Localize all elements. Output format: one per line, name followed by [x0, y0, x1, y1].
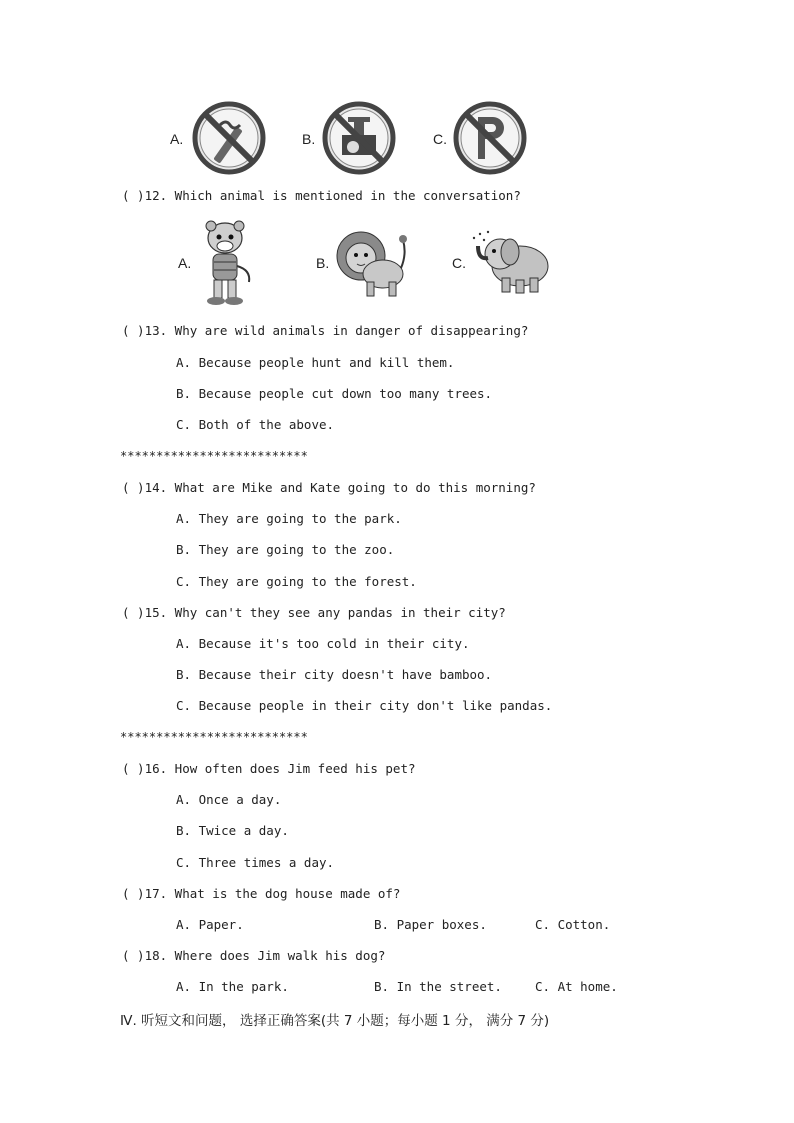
elephant-icon: [466, 228, 554, 298]
q15-option-b: B. Because their city doesn't have bamboo.: [176, 667, 493, 682]
q12-option-b-label: B.: [316, 255, 330, 271]
tiger-icon: [194, 218, 256, 308]
q14-option-c: C. They are going to the forest.: [176, 574, 417, 589]
q12-option-a-label: A.: [178, 255, 192, 271]
q14-option-b: B. They are going to the zoo.: [176, 542, 395, 557]
q13-option-c: C. Both of the above.: [176, 417, 335, 432]
q18-option-b: B. In the street.: [374, 979, 502, 994]
q17-option-c: C. Cotton.: [535, 917, 611, 932]
q13-option-b: B. Because people cut down too many trees.: [176, 386, 493, 401]
q16-option-c: C. Three times a day.: [176, 855, 335, 870]
q16-option-b: B. Twice a day.: [176, 823, 289, 838]
no-smoking-sign-icon: [190, 99, 268, 177]
lion-icon: [333, 228, 409, 300]
q17-question: ( )17. What is the dog house made of?: [122, 886, 401, 901]
q18-option-a: A. In the park.: [176, 979, 289, 994]
q13-option-a: A. Because people hunt and kill them.: [176, 355, 455, 370]
separator-2: **************************: [120, 730, 308, 744]
no-photography-sign-icon: [320, 99, 398, 177]
q16-option-a: A. Once a day.: [176, 792, 282, 807]
q13-question: ( )13. Why are wild animals in danger of disappearing?: [122, 323, 529, 338]
q17-option-b: B. Paper boxes.: [374, 917, 487, 932]
q12-option-c-label: C.: [452, 255, 466, 271]
q15-question: ( )15. Why can't they see any pandas in their city?: [122, 605, 506, 620]
q15-option-c: C. Because people in their city don't like pandas.: [176, 698, 553, 713]
q11-option-c-label: C.: [433, 131, 447, 147]
q14-option-a: A. They are going to the park.: [176, 511, 402, 526]
q16-question: ( )16. How often does Jim feed his pet?: [122, 761, 416, 776]
q11-option-a-label: A.: [170, 131, 184, 147]
q18-option-c: C. At home.: [535, 979, 618, 994]
q18-question: ( )18. Where does Jim walk his dog?: [122, 948, 386, 963]
q15-option-a: A. Because it's too cold in their city.: [176, 636, 470, 651]
q11-option-b-label: B.: [302, 131, 316, 147]
no-parking-sign-icon: [451, 99, 529, 177]
q12-question: ( )12. Which animal is mentioned in the conversation?: [122, 188, 521, 203]
q17-option-a: A. Paper.: [176, 917, 244, 932]
separator-1: **************************: [120, 449, 308, 463]
q14-question: ( )14. What are Mike and Kate going to do this morning?: [122, 480, 536, 495]
section-4-heading: Ⅳ. 听短文和问题， 选择正确答案(共 7 小题；每小题 1 分， 满分 7 分): [120, 1013, 550, 1029]
